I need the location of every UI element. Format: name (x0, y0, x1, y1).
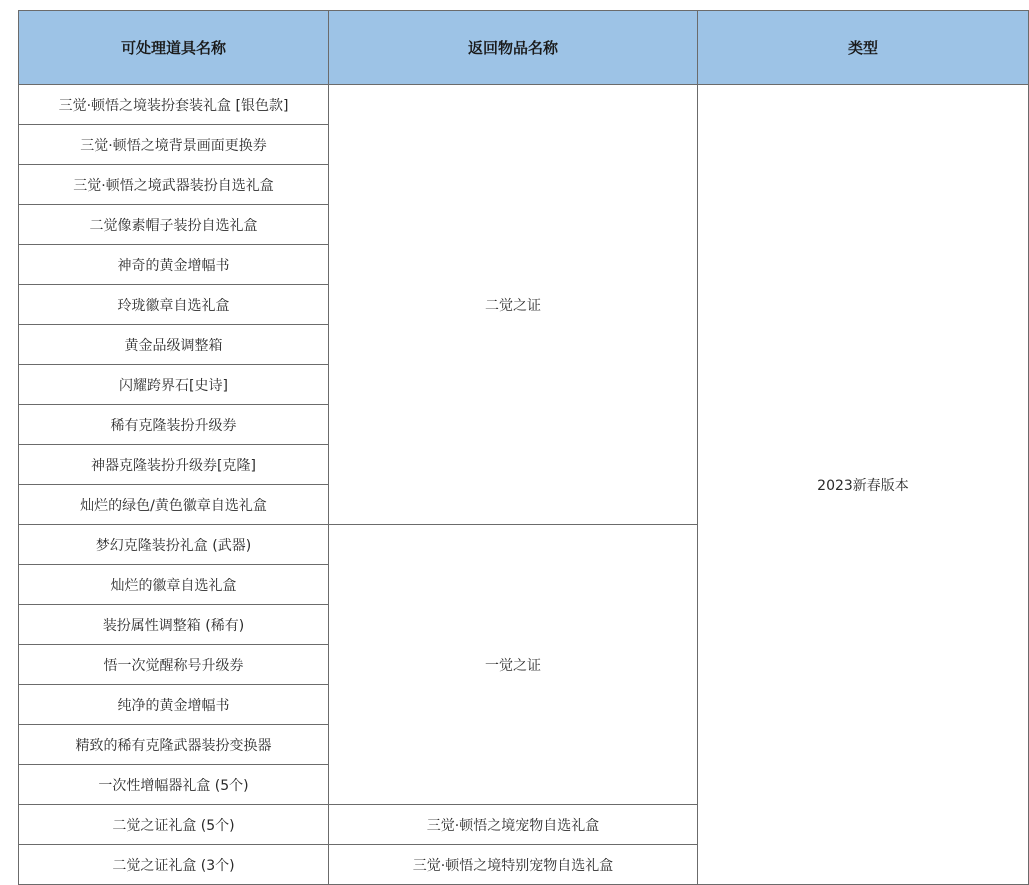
item-name-cell: 三觉·顿悟之境武器装扮自选礼盒 (19, 165, 329, 205)
return-item-cell: 二觉之证 (329, 85, 698, 525)
item-name-cell: 梦幻克隆装扮礼盒 (武器) (19, 525, 329, 565)
item-name-cell: 神器克隆装扮升级券[克隆] (19, 445, 329, 485)
exchange-table (18, 10, 1029, 885)
item-name-cell: 一次性增幅器礼盒 (5个) (19, 765, 329, 805)
item-name-cell: 二觉之证礼盒 (5个) (19, 805, 329, 845)
item-name-cell: 二觉之证礼盒 (3个) (19, 845, 329, 885)
item-name-cell: 精致的稀有克隆武器装扮变换器 (19, 725, 329, 765)
item-name-cell: 悟一次觉醒称号升级券 (19, 645, 329, 685)
item-name-cell: 神奇的黄金增幅书 (19, 245, 329, 285)
return-item-cell: 三觉·顿悟之境特别宠物自选礼盒 (329, 845, 698, 885)
header-type: 类型 (698, 11, 1029, 85)
header-item-name: 可处理道具名称 (19, 11, 329, 85)
header-return-name: 返回物品名称 (329, 11, 698, 85)
table-row (19, 85, 1029, 125)
return-item-cell: 一觉之证 (329, 525, 698, 805)
item-name-cell: 灿烂的绿色/黄色徽章自选礼盒 (19, 485, 329, 525)
item-name-cell: 黄金品级调整箱 (19, 325, 329, 365)
item-name-cell: 纯净的黄金增幅书 (19, 685, 329, 725)
item-name-cell: 闪耀跨界石[史诗] (19, 365, 329, 405)
item-name-cell: 玲珑徽章自选礼盒 (19, 285, 329, 325)
item-name-cell: 灿烂的徽章自选礼盒 (19, 565, 329, 605)
item-name-cell: 三觉·顿悟之境背景画面更换券 (19, 125, 329, 165)
item-name-cell: 二觉像素帽子装扮自选礼盒 (19, 205, 329, 245)
return-item-cell: 三觉·顿悟之境宠物自选礼盒 (329, 805, 698, 845)
type-cell: 2023新春版本 (698, 85, 1029, 885)
header-row (19, 11, 1029, 85)
item-name-cell: 稀有克隆装扮升级券 (19, 405, 329, 445)
item-name-cell: 三觉·顿悟之境装扮套装礼盒 [银色款] (19, 85, 329, 125)
item-name-cell: 装扮属性调整箱 (稀有) (19, 605, 329, 645)
